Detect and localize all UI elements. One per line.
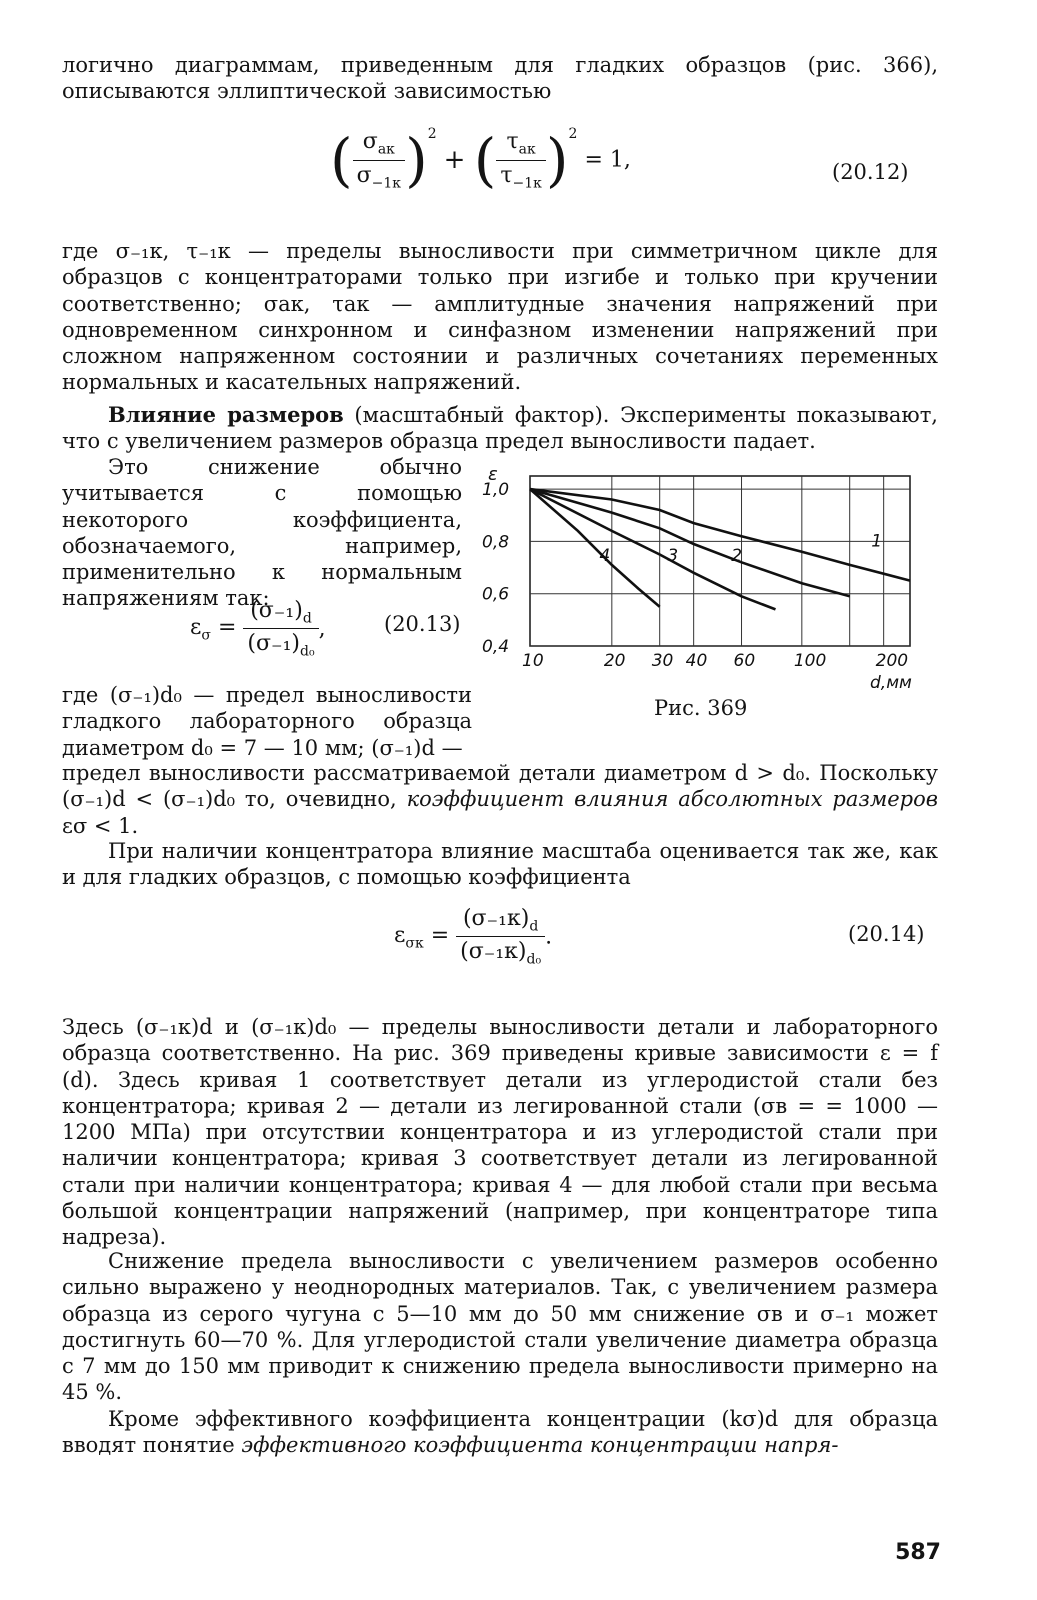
paragraph-size-effect: Влияние размеров (масштабный фактор). Эксперименты показывают, что с увеличением размеров образца предел выносливости падает. <box>62 402 938 454</box>
curve-label-4: 4 <box>599 546 611 566</box>
curve-1 <box>530 489 910 580</box>
paragraph-definition-cont: предел выносливости рассматриваемой детали диаметром d > d₀. Поскольку (σ₋₁)d < (σ₋₁)d₀ то, очевидно, коэффициент влияния абсолютных размеров εσ < 1. <box>62 761 938 838</box>
y-tick-label: 0,6 <box>482 584 510 605</box>
paragraph-concentrator: При наличии концентратора влияние масштаба оценивается так же, как и для гладких образцов, с помощью коэффициента <box>62 839 938 890</box>
paragraph-inhomogeneous: Снижение предела выносливости с увеличением размеров особенно сильно выражено у неоднородных материалов. Так, с увеличением размера образца из серого чугуна с 5—10 мм до 50 мм снижение σв и σ₋₁ может достигнуть 60—70 %. Для углеродистой стали увеличение диаметра образца с 7 мм до 150 мм приводит к снижению предела выносливости примерно на 45 %. <box>62 1249 938 1405</box>
x-tick-label: 10 <box>522 651 544 671</box>
y-tick-label: 0,8 <box>482 532 510 553</box>
x-tick-label: 30 <box>651 651 674 671</box>
x-tick-label: 200 <box>875 651 909 671</box>
equation-number-20-12: (20.12) <box>832 160 909 184</box>
x-tick-label: 40 <box>685 651 708 671</box>
curve-label-1: 1 <box>871 531 883 552</box>
equation-20-14: $\varepsilon_{\sigma к}$ = $\frac{(\sigma_{-1}к)_d}{(\sigma_{-1}к)_{d_0}}$ . <box>394 906 553 968</box>
paragraph-definitions: где σ₋₁к, τ₋₁к — пределы выносливости при симметричном цикле для образцов с концентраторами только при изгибе и только при кручении соответственно; σак, τак — амплитудные значения напряжений при одновременном синхронном и синфазном изменении напряжений при сложном напряженном состоянии и различных сочетаниях переменных нормальных и касательных напряжений. <box>62 239 938 395</box>
figure-caption: Рис. 369 <box>654 696 748 720</box>
heading-size-effect: Влияние размеров <box>108 402 344 427</box>
paragraph-where: где (σ₋₁)d₀ — предел выносливости гладкого лабораторного образца диаметром d₀ = 7 — 10 мм; (σ₋₁)d — <box>62 683 472 760</box>
y-tick-label: 0,4 <box>482 637 510 657</box>
equation-number-20-13: (20.13) <box>384 612 461 636</box>
y-tick-label: 1,0 <box>482 480 510 501</box>
paragraph-coefficient: Это снижение обычно учитывается с помощью некоторого коэффициента, обозначаемого, например, применительно к нормальным напряжениям так: <box>62 455 462 611</box>
x-tick-label: 20 <box>603 651 626 671</box>
figure-369-chart <box>478 462 928 694</box>
chart-frame <box>530 476 910 646</box>
equation-20-12: ( $\frac{\sigma_{ак}}{\sigma_{-1к}}$ )$^2$ + ( $\frac{\tau_{ак}}{\tau_{-1к}}$ )$^2$ = 1, <box>330 126 631 194</box>
y-axis-label: ε <box>488 464 498 485</box>
equation-number-20-14: (20.14) <box>848 922 925 946</box>
equation-20-13: $\varepsilon_\sigma$ = $\frac{(\sigma_{-1})_d}{(\sigma_{-1})_{d_0}}$ , <box>190 598 326 660</box>
curve-label-3: 3 <box>667 546 679 566</box>
x-tick-label: 100 <box>793 651 827 671</box>
paragraph-effective-coefficient: Кроме эффективного коэффициента концентрации (kσ)d для образца вводят понятие эффективного коэффициента концентрации напря- <box>62 1407 938 1458</box>
page-number: 587 <box>895 1540 941 1565</box>
x-axis-label: d,мм <box>870 673 912 693</box>
paragraph-intro: логично диаграммам, приведенным для гладких образцов (рис. 366), описываются эллиптической зависимостью <box>62 53 938 104</box>
paragraph-curves-description: Здесь (σ₋₁к)d и (σ₋₁к)d₀ — пределы выносливости детали и лабораторного образца соответственно. На рис. 369 приведены кривые зависимости ε = f (d). Здесь кривая 1 соответствует детали из углеродистой стали без концентратора; кривая 2 — детали из легированной стали (σв = = 1000 — 1200 МПа) при отсутствии концентратора и из углеродистой стали при наличии концентратора; кривая 3 соответствует детали из легированной стали при наличии концентратора; кривая 4 — для любой стали при весьма большой концентрации напряжений (например, при концентраторе типа надреза). <box>62 1015 938 1250</box>
x-tick-label: 60 <box>733 651 756 671</box>
curve-label-2: 2 <box>731 546 743 566</box>
